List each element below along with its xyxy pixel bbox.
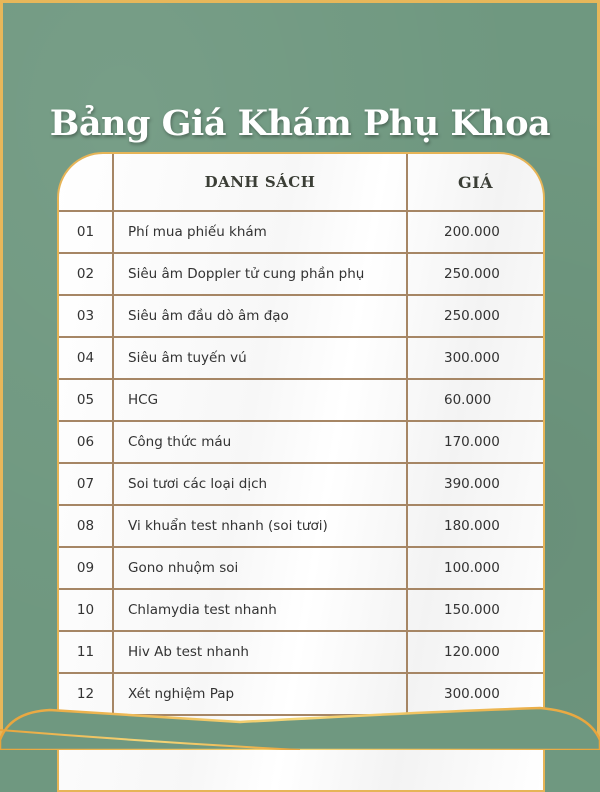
row-price: 390.000 [407,463,543,505]
price-card [57,152,545,792]
row-service-name: Công thức máu [113,421,407,463]
row-price: 60.000 [407,379,543,421]
row-number: 10 [59,589,113,631]
table-row [59,295,543,337]
row-service-name: Soi tươi các loại dịch [113,463,407,505]
row-price: 250.000 [407,295,543,337]
row-number: 08 [59,505,113,547]
row-price: 180.000 [407,505,543,547]
price-table [59,154,543,716]
table-row [59,379,543,421]
table-body [59,211,543,715]
row-price: 150.000 [407,589,543,631]
row-price: 300.000 [407,337,543,379]
row-service-name: Phí mua phiếu khám [113,211,407,253]
row-price: 170.000 [407,421,543,463]
table-row [59,631,543,673]
table-row [59,547,543,589]
table-row [59,589,543,631]
table-row [59,211,543,253]
row-number: 04 [59,337,113,379]
row-service-name: Gono nhuộm soi [113,547,407,589]
row-number: 01 [59,211,113,253]
table-row [59,505,543,547]
row-number: 02 [59,253,113,295]
header-price: GIÁ [407,154,543,211]
row-number: 12 [59,673,113,715]
row-service-name: Xét nghiệm Pap [113,673,407,715]
row-service-name: Siêu âm đầu dò âm đạo [113,295,407,337]
row-number: 05 [59,379,113,421]
row-price: 100.000 [407,547,543,589]
row-number: 09 [59,547,113,589]
row-number: 11 [59,631,113,673]
table-row [59,421,543,463]
table-row [59,673,543,715]
table-row [59,253,543,295]
table-row [59,337,543,379]
row-price: 250.000 [407,253,543,295]
table-header-row [59,154,543,211]
row-service-name: HCG [113,379,407,421]
row-number: 07 [59,463,113,505]
header-no [59,154,113,211]
row-price: 200.000 [407,211,543,253]
row-service-name: Hiv Ab test nhanh [113,631,407,673]
page-title: Bảng Giá Khám Phụ Khoa [49,103,551,145]
row-number: 06 [59,421,113,463]
header-name: DANH SÁCH [113,154,407,211]
row-price: 300.000 [407,673,543,715]
table-row [59,463,543,505]
row-service-name: Siêu âm tuyến vú [113,337,407,379]
row-service-name: Chlamydia test nhanh [113,589,407,631]
row-service-name: Siêu âm Doppler tử cung phần phụ [113,253,407,295]
row-service-name: Vi khuẩn test nhanh (soi tươi) [113,505,407,547]
row-number: 03 [59,295,113,337]
row-price: 120.000 [407,631,543,673]
